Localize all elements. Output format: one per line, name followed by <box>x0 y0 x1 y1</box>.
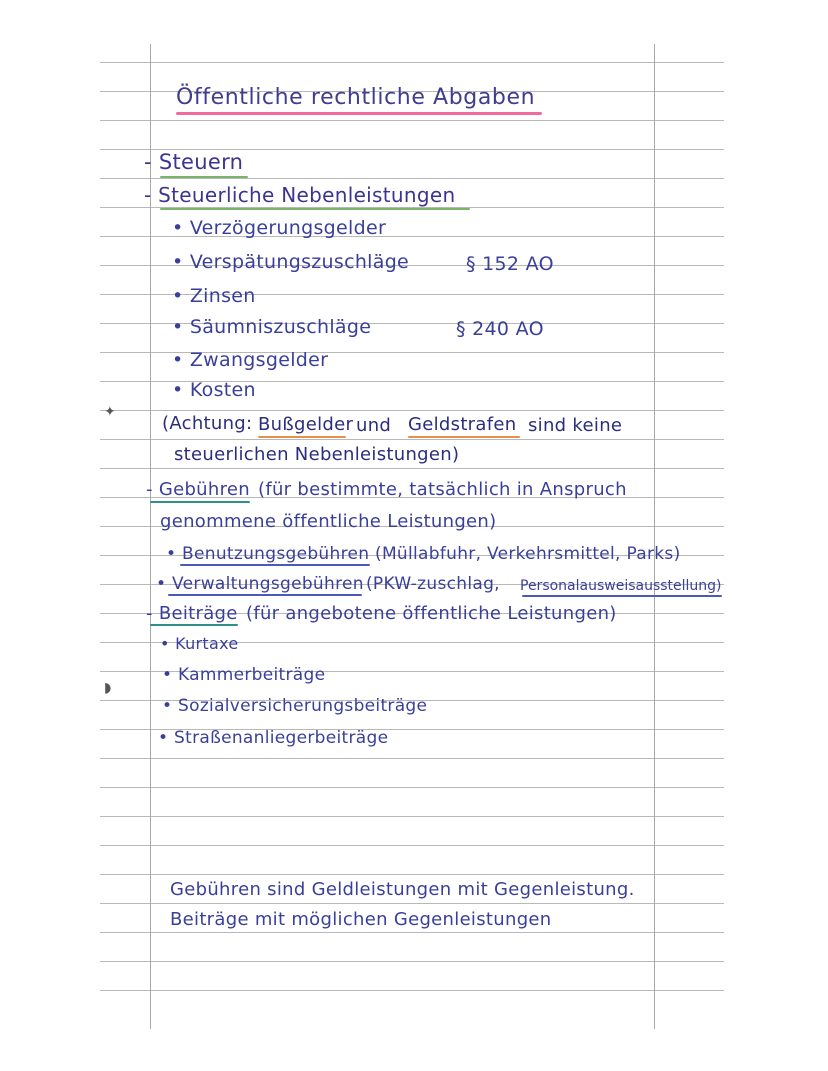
note-text: und <box>356 415 392 436</box>
heading-gebuehren: - Gebühren <box>146 479 250 500</box>
list-item: • Säumniszuschläge <box>172 316 372 338</box>
note-achtung-label: (Achtung: <box>162 413 253 434</box>
heading-nebenleistungen: - Steuerliche Nebenleistungen <box>144 183 456 207</box>
gebuehren-description: genommene öffentliche Leistungen) <box>160 511 497 532</box>
underline-personalausweis <box>522 595 722 597</box>
legal-reference: § 240 AO <box>456 318 544 340</box>
list-item: • Zwangsgelder <box>172 349 329 371</box>
underline-benutzungsgebuehren <box>180 564 370 566</box>
list-item: • Verzögerungsgelder <box>172 217 387 239</box>
list-item: • Verwaltungsgebühren <box>156 574 364 594</box>
list-item-detail: (PKW-zuschlag, <box>366 574 500 594</box>
list-item: • Sozialversicherungsbeiträge <box>162 696 428 716</box>
list-item: • Straßenanliegerbeiträge <box>158 728 389 748</box>
ruled-line <box>100 178 724 179</box>
underline-steuern <box>160 176 248 178</box>
underline-beitraege <box>150 624 238 626</box>
ruled-line <box>100 439 724 440</box>
note-text: steuerlichen Nebenleistungen) <box>174 444 460 465</box>
ruled-line <box>100 845 724 846</box>
underline-geldstrafen <box>408 436 520 438</box>
ruled-line <box>100 758 724 759</box>
underline-bussgelder <box>258 436 346 438</box>
legal-reference: § 152 AO <box>466 253 554 275</box>
list-item: • Kurtaxe <box>160 634 239 653</box>
summary-line: Beiträge mit möglichen Gegenleistungen <box>170 909 552 930</box>
ruled-line <box>100 468 724 469</box>
ruled-line <box>100 903 724 904</box>
page-title: Öffentliche rechtliche Abgaben <box>176 85 536 110</box>
right-margin-line <box>654 44 655 1029</box>
gebuehren-description: (für bestimmte, tatsächlich in Anspruch <box>258 479 627 500</box>
note-text: sind keine <box>528 415 623 436</box>
ruled-line <box>100 961 724 962</box>
title-underline <box>176 112 542 115</box>
ruled-line <box>100 932 724 933</box>
underline-gebuehren <box>150 501 250 503</box>
ruled-line <box>100 787 724 788</box>
beitraege-description: (für angebotene öffentliche Leistungen) <box>246 603 617 624</box>
margin-mark: ✦ <box>104 404 116 420</box>
note-bussgelder: Bußgelder <box>258 414 354 435</box>
list-item: • Benutzungsgebühren (Müllabfuhr, Verkehrsmittel, Parks) <box>166 544 681 564</box>
list-item: • Zinsen <box>172 285 256 307</box>
underline-verwaltungsgebuehren <box>168 594 362 596</box>
heading-beitraege: - Beiträge <box>146 603 238 624</box>
ruled-line <box>100 816 724 817</box>
list-item: • Verspätungszuschläge <box>172 251 410 273</box>
ruled-line <box>100 62 724 63</box>
heading-steuern: - Steuern <box>144 150 244 174</box>
list-item-detail: Personalausweisausstellung) <box>520 578 722 594</box>
list-item: • Kosten <box>172 379 256 401</box>
ruled-line <box>100 990 724 991</box>
ruled-line <box>100 874 724 875</box>
summary-line: Gebühren sind Geldleistungen mit Gegenleistung. <box>170 879 635 900</box>
ruled-line <box>100 120 724 121</box>
underline-nebenleistungen <box>160 208 470 210</box>
margin-mark: ◗ <box>104 680 112 696</box>
note-geldstrafen: Geldstrafen <box>408 414 517 435</box>
ruled-line <box>100 410 724 411</box>
list-item: • Kammerbeiträge <box>162 665 326 685</box>
